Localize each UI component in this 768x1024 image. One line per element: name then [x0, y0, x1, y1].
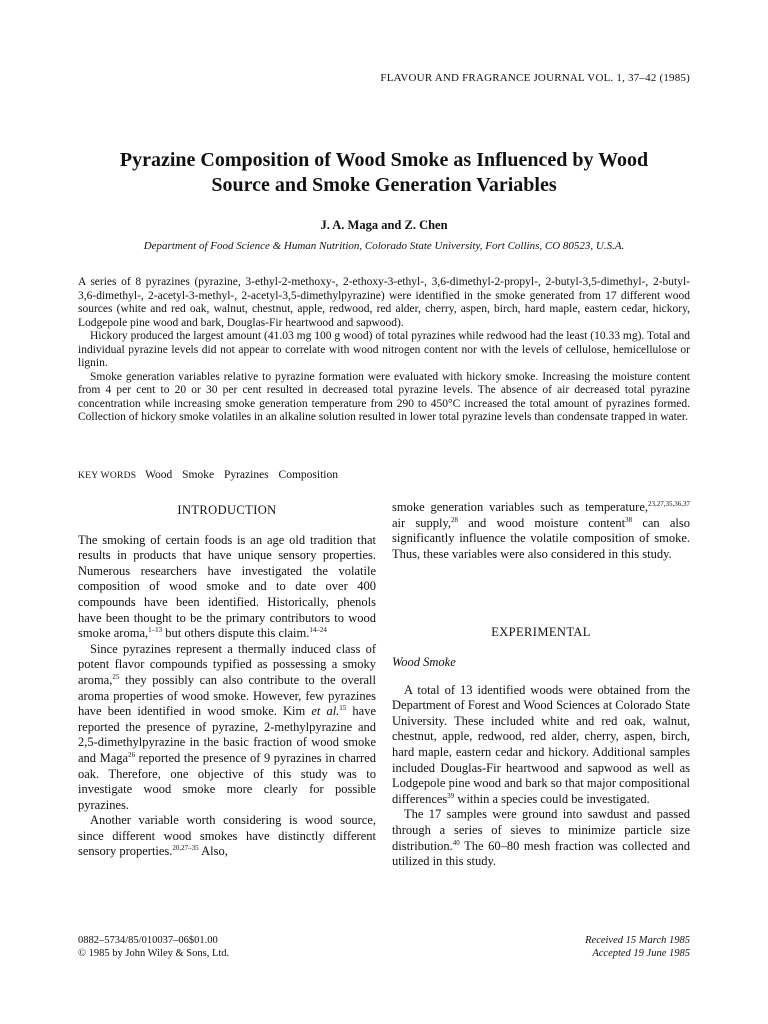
affiliation: Department of Food Science & Human Nutrition, Colorado State University, Fort Collins, CO 80523, U.S.A. — [143, 240, 625, 252]
experimental-paragraph-2: The 17 samples were ground into sawdust and passed through a series of sieves to minimize particle size distribution.$^{40}$ The 60–80 mesh fraction was collected and utilized in this study. — [392, 807, 690, 869]
keywords-label: KEY WORDS — [78, 471, 137, 481]
column-spacer — [392, 562, 690, 622]
paper-title — [60, 148, 708, 198]
right-column — [392, 500, 690, 870]
citation: 23,27,35,36,37 — [648, 499, 690, 508]
abstract-paragraph-1: A series of 8 pyrazines (pyrazine, 3-ethyl-2-methoxy-, 2-ethoxy-3-ethyl-, 3,6-dimethyl-2-propyl-, 2-butyl-3,5-dimethyl-, 2-butyl-3,6-dimethyl-, 2-acetyl-3-methyl-, 2-acetyl-3,5-dimethylpyrazine) were identified in the smoke generated from 17 different wood sources (white and red oak, walnut, chestnut, apple, redwood, red alder, cherry, aspen, birch, hard maple, eastern cedar, hickory, Lodgepole pine wood and bark, Douglas-Fir heartwood and sapwood). — [78, 276, 690, 329]
title-line-2: Source and Smoke Generation Variables — [211, 174, 557, 196]
intro-paragraph-3: Another variable worth considering is wood source, since different wood smokes have distinctly different sensory properties.$^{20,27-35}$ Also, — [78, 813, 376, 859]
citation: 38 — [625, 515, 633, 524]
keywords — [78, 469, 345, 481]
keyword-item: Wood — [145, 469, 173, 481]
abstract-paragraph-2: Hickory produced the largest amount (41.03 mg 100 g wood) of total pyrazines while redwood had the least (10.33 mg). Total and individual pyrazine levels did not appear to correlate with wood nitrogen content nor with the levels of cellulose, hemicellulose or lignin. — [78, 330, 690, 369]
abstract — [78, 276, 690, 425]
citation: 40 — [452, 838, 460, 847]
keyword-item: Smoke — [182, 469, 215, 481]
keyword-item: Composition — [278, 469, 338, 481]
citation: 20,27–35 — [172, 844, 199, 853]
citation: 39 — [447, 791, 455, 800]
title-line-1: Pyrazine Composition of Wood Smoke as Influenced by Wood — [119, 149, 649, 171]
experimental-heading: EXPERIMENTAL — [491, 625, 591, 640]
citation: 25 — [112, 672, 120, 681]
wood-smoke-subheading: Wood Smoke — [392, 654, 456, 669]
keyword-item: Pyrazines — [223, 469, 269, 481]
citation: 15 — [339, 703, 347, 712]
abstract-paragraph-3: Smoke generation variables relative to pyrazine formation were evaluated with hickory smoke. Increasing the moisture content from 4 per cent to 20 or 30 per cent resulted in decreased total pyrazine levels. The absence of air decreased total pyrazine concentration while increasing smoke generation temperature from 290 to 450°C increased the total amount of pyrazines formed. Collection of hickory smoke volatiles in an alkaline solution resulted in lower total pyrazine levels than condensate trapped in water. — [78, 370, 690, 423]
intro-paragraph-1: The smoking of certain foods is an age old tradition that results in products that have unique sensory properties. Numerous researchers have investigated the volatile composition of wood smoke and to date over 400 compounds have been identified. Historically, phenols have been thought to be the primary contributors to wood smoke aroma,$^{1-13}$ but others dispute this claim.$^{14-24}$ — [78, 532, 376, 641]
authors: J. A. Maga and Z. Chen — [320, 218, 448, 232]
citation: 28 — [451, 515, 459, 524]
left-column — [78, 500, 376, 860]
footer-right — [585, 935, 690, 960]
citation: 1–13 — [148, 626, 163, 634]
copyright: © 1985 by John Wiley & Sons, Ltd. — [78, 947, 230, 959]
footer-left — [78, 935, 229, 960]
experimental-paragraph-1: A total of 13 identified woods were obtained from the Department of Forest and Wood Sciences at Colorado State University. These included white and red oak, walnut, chestnut, apple, redwood, red alder, cherry, aspen, birch, hard maple, eastern cedar and hickory. Additional samples included Douglas-Fir heartwood and sapwood as well as Lodgepole pine wood and bark so that major compositional differences$^{39}$ within a species could be investigated. — [392, 682, 690, 806]
intro-paragraph-3-continued: smoke generation variables such as temperature,$^{23,27,35,36,37}$ air supply,$^{28}$ and wood moisture content$^{38}$ can also significantly influence the volatile composition of smoke. Thus, these variables were also considered in this study. — [392, 499, 690, 561]
received-date: Received 15 March 1985 — [585, 935, 690, 946]
citation: 14–24 — [309, 626, 327, 634]
citation: 26 — [128, 750, 136, 759]
article-code: 0882–5734/85/010037–06$01.00 — [78, 935, 218, 946]
accepted-date: Accepted 19 June 1985 — [592, 947, 690, 959]
journal-header: FLAVOUR AND FRAGRANCE JOURNAL VOL. 1, 37–42 (1985) — [380, 72, 690, 84]
introduction-heading: INTRODUCTION — [177, 503, 277, 517]
intro-paragraph-2: Since pyrazines represent a thermally induced class of potent flavor compounds typified as possessing a smoky aroma,$^{25}$ they possibly can also contribute to the overall aroma properties of wood smoke. However, few pyrazines have been identified in wood smoke. Kim et al.$^{15}$ have reported the presence of pyrazine, 2-methylpyrazine and 2,5-dimethylpyrazine in the basic fraction of wood smoke and Maga$^{26}$ reported the presence of 9 pyrazines in charred oak. Therefore, one objective of this study was to investigate wood smoke more clearly for possible pyrazines. — [78, 641, 376, 812]
